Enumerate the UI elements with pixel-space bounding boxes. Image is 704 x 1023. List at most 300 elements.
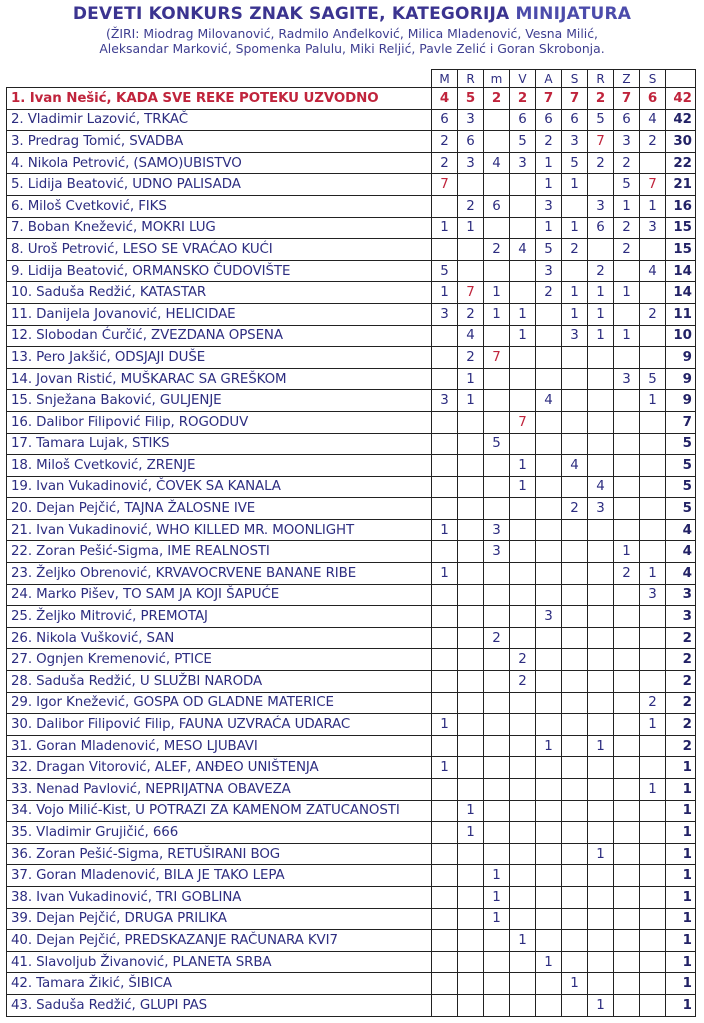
table-row: [7, 627, 696, 649]
score-cell: 4: [640, 109, 666, 131]
score-cell: 1: [588, 282, 614, 304]
total-cell: 7: [666, 411, 696, 433]
total-cell: 2: [666, 649, 696, 671]
total-cell: 9: [666, 390, 696, 412]
score-cell: [536, 433, 562, 455]
score-cell: [614, 779, 640, 801]
table-row: [7, 476, 696, 498]
score-cell: [562, 519, 588, 541]
score-cell: [614, 433, 640, 455]
score-cell: [536, 908, 562, 930]
table-row: [7, 822, 696, 844]
score-cell: 3: [536, 606, 562, 628]
score-cell: [640, 239, 666, 261]
score-cell: [432, 195, 458, 217]
score-cell: [510, 908, 536, 930]
column-header-9: S: [640, 70, 666, 88]
score-cell: [484, 411, 510, 433]
score-cell: [432, 411, 458, 433]
score-cell: [536, 714, 562, 736]
score-cell: 1: [458, 390, 484, 412]
score-cell: 1: [614, 282, 640, 304]
score-cell: [484, 217, 510, 239]
story-label: 42. Tamara Žikić, ŠIBICA: [7, 973, 432, 995]
story-label: 14. Jovan Ristić, MUŠKARAC SA GREŠKOM: [7, 368, 432, 390]
score-cell: 1: [432, 714, 458, 736]
score-cell: 1: [484, 865, 510, 887]
score-cell: 1: [588, 325, 614, 347]
score-cell: 1: [432, 757, 458, 779]
score-cell: 1: [588, 303, 614, 325]
score-cell: 1: [536, 217, 562, 239]
total-cell: 10: [666, 325, 696, 347]
score-cell: 7: [458, 282, 484, 304]
score-cell: 5: [562, 152, 588, 174]
score-cell: [484, 649, 510, 671]
table-row: [7, 843, 696, 865]
score-cell: [432, 886, 458, 908]
score-cell: [484, 779, 510, 801]
score-cell: 1: [536, 152, 562, 174]
score-cell: 3: [536, 195, 562, 217]
table-row: [7, 865, 696, 887]
score-cell: [588, 951, 614, 973]
score-cell: [536, 886, 562, 908]
table-row: [7, 498, 696, 520]
score-cell: 3: [588, 195, 614, 217]
score-cell: [614, 757, 640, 779]
score-cell: [562, 908, 588, 930]
score-cell: 3: [614, 131, 640, 153]
score-cell: 1: [536, 951, 562, 973]
score-cell: [614, 714, 640, 736]
score-cell: [640, 498, 666, 520]
score-cell: [510, 779, 536, 801]
score-cell: 7: [614, 88, 640, 110]
table-row: [7, 325, 696, 347]
table-row: [7, 563, 696, 585]
score-cell: [562, 433, 588, 455]
score-cell: [510, 692, 536, 714]
score-cell: 6: [614, 109, 640, 131]
score-cell: 7: [588, 131, 614, 153]
score-cell: 3: [640, 217, 666, 239]
title-main: DEVETI KONKURS ZNAK SAGITE, KATEGORIJA: [72, 4, 516, 24]
score-cell: [562, 757, 588, 779]
score-cell: [640, 973, 666, 995]
total-cell: 15: [666, 239, 696, 261]
story-label: 8. Uroš Petrović, LESO SE VRAĆAO KUĆI: [7, 239, 432, 261]
score-cell: [562, 411, 588, 433]
score-cell: [640, 455, 666, 477]
score-cell: 1: [510, 325, 536, 347]
score-cell: [562, 692, 588, 714]
score-cell: [614, 671, 640, 693]
score-cell: [614, 476, 640, 498]
total-cell: 16: [666, 195, 696, 217]
score-cell: [640, 476, 666, 498]
score-cell: [536, 649, 562, 671]
score-cell: [562, 843, 588, 865]
story-label: 10. Saduša Redžić, KATASTAR: [7, 282, 432, 304]
column-header-7: R: [588, 70, 614, 88]
score-cell: 2: [614, 152, 640, 174]
score-cell: [510, 843, 536, 865]
score-cell: [458, 930, 484, 952]
score-cell: [510, 260, 536, 282]
total-cell: 3: [666, 584, 696, 606]
score-cell: [432, 649, 458, 671]
score-cell: [484, 994, 510, 1016]
score-cell: [562, 368, 588, 390]
score-cell: [432, 800, 458, 822]
score-cell: 2: [510, 649, 536, 671]
score-cell: [562, 563, 588, 585]
table-row: [7, 109, 696, 131]
column-header-8: Z: [614, 70, 640, 88]
score-cell: 1: [640, 195, 666, 217]
score-cell: 1: [432, 217, 458, 239]
score-cell: [640, 541, 666, 563]
score-cell: 7: [484, 347, 510, 369]
score-cell: [458, 411, 484, 433]
score-cell: [562, 260, 588, 282]
score-cell: [432, 584, 458, 606]
score-cell: 2: [640, 303, 666, 325]
score-cell: [510, 541, 536, 563]
story-label: 12. Slobodan Ćurčić, ZVEZDANA OPSENA: [7, 325, 432, 347]
story-label: 30. Dalibor Filipović Filip, FAUNA UZVRAĆA UDARAC: [7, 714, 432, 736]
score-cell: [614, 390, 640, 412]
score-cell: 3: [510, 152, 536, 174]
total-cell: 1: [666, 779, 696, 801]
score-cell: [536, 973, 562, 995]
score-cell: [484, 671, 510, 693]
score-cell: [458, 779, 484, 801]
story-label: 40. Dejan Pejčić, PREDSKAZANJE RAČUNARA KVI7: [7, 930, 432, 952]
total-cell: 4: [666, 519, 696, 541]
total-cell: 9: [666, 368, 696, 390]
table-row: [7, 347, 696, 369]
score-cell: [484, 757, 510, 779]
score-cell: 1: [562, 282, 588, 304]
score-cell: 2: [484, 88, 510, 110]
column-header-5: A: [536, 70, 562, 88]
score-cell: [458, 174, 484, 196]
score-cell: [588, 822, 614, 844]
score-cell: [614, 735, 640, 757]
score-cell: [458, 951, 484, 973]
score-cell: [458, 692, 484, 714]
score-cell: [588, 714, 614, 736]
table-row: [7, 973, 696, 995]
score-cell: [536, 627, 562, 649]
score-cell: [510, 390, 536, 412]
score-cell: [536, 476, 562, 498]
score-cell: [640, 908, 666, 930]
score-cell: [510, 627, 536, 649]
score-cell: [458, 886, 484, 908]
table-body: [7, 88, 696, 1017]
score-cell: [484, 930, 510, 952]
score-cell: [562, 195, 588, 217]
score-cell: [484, 822, 510, 844]
story-label: 23. Željko Obrenović, KRVAVOCRVENE BANANE RIBE: [7, 563, 432, 585]
score-cell: [458, 476, 484, 498]
jury-list: [0, 26, 704, 56]
score-cell: [484, 109, 510, 131]
story-label: 34. Vojo Milić-Kist, U POTRAZI ZA KAMENOM ZATUCANOSTI: [7, 800, 432, 822]
score-cell: [458, 649, 484, 671]
score-cell: [614, 649, 640, 671]
score-cell: 1: [510, 303, 536, 325]
score-cell: [640, 433, 666, 455]
score-cell: 6: [484, 195, 510, 217]
table-row: [7, 433, 696, 455]
score-cell: 7: [562, 88, 588, 110]
total-cell: 1: [666, 908, 696, 930]
results-table: [6, 69, 696, 1017]
score-cell: 2: [614, 239, 640, 261]
score-cell: 1: [640, 563, 666, 585]
score-cell: [458, 239, 484, 261]
score-cell: [562, 714, 588, 736]
score-cell: 3: [536, 260, 562, 282]
story-label: 26. Nikola Vušković, SAN: [7, 627, 432, 649]
score-cell: [640, 519, 666, 541]
score-cell: [510, 606, 536, 628]
score-cell: 1: [562, 973, 588, 995]
score-cell: [562, 822, 588, 844]
score-cell: [484, 390, 510, 412]
score-cell: [614, 519, 640, 541]
story-label: 17. Tamara Lujak, STIKS: [7, 433, 432, 455]
score-cell: [588, 908, 614, 930]
story-label: 29. Igor Knežević, GOSPA OD GLADNE MATERICE: [7, 692, 432, 714]
score-cell: 6: [562, 109, 588, 131]
score-cell: [640, 843, 666, 865]
score-cell: [432, 692, 458, 714]
total-cell: 30: [666, 131, 696, 153]
score-cell: 2: [484, 627, 510, 649]
total-cell: 14: [666, 260, 696, 282]
score-cell: [458, 735, 484, 757]
table-row: [7, 584, 696, 606]
table-row: [7, 800, 696, 822]
table-row: [7, 714, 696, 736]
table-row: [7, 152, 696, 174]
score-cell: 1: [614, 195, 640, 217]
score-cell: 2: [536, 282, 562, 304]
score-cell: 5: [510, 131, 536, 153]
score-cell: [510, 347, 536, 369]
score-cell: [458, 541, 484, 563]
score-cell: 3: [484, 519, 510, 541]
score-cell: [510, 994, 536, 1016]
score-cell: 1: [640, 779, 666, 801]
story-label: 7. Boban Knežević, MOKRI LUG: [7, 217, 432, 239]
score-cell: [536, 584, 562, 606]
score-cell: 2: [510, 88, 536, 110]
score-cell: [458, 757, 484, 779]
score-cell: [562, 649, 588, 671]
table-row: [7, 282, 696, 304]
total-cell: 1: [666, 843, 696, 865]
score-cell: [484, 368, 510, 390]
score-cell: [432, 843, 458, 865]
story-label: 27. Ognjen Kremenović, PTICE: [7, 649, 432, 671]
score-cell: [432, 239, 458, 261]
score-cell: 5: [458, 88, 484, 110]
score-cell: [640, 930, 666, 952]
score-cell: [614, 347, 640, 369]
total-cell: 5: [666, 455, 696, 477]
score-cell: [432, 368, 458, 390]
score-cell: [484, 692, 510, 714]
score-cell: 1: [536, 174, 562, 196]
score-cell: [510, 368, 536, 390]
score-cell: 2: [458, 195, 484, 217]
score-cell: [536, 800, 562, 822]
story-label: 37. Goran Mladenović, BILA JE TAKO LEPA: [7, 865, 432, 887]
score-cell: 2: [562, 239, 588, 261]
score-cell: [432, 779, 458, 801]
score-cell: 7: [536, 88, 562, 110]
score-cell: 5: [640, 368, 666, 390]
story-label: 22. Zoran Pešić-Sigma, IME REALNOSTI: [7, 541, 432, 563]
score-cell: 2: [614, 563, 640, 585]
score-cell: [588, 973, 614, 995]
score-cell: [536, 347, 562, 369]
score-cell: [536, 994, 562, 1016]
story-label: 24. Marko Pišev, TO SAM JA KOJI ŠAPUĆE: [7, 584, 432, 606]
score-cell: [588, 584, 614, 606]
score-cell: [510, 735, 536, 757]
table-row: [7, 930, 696, 952]
score-cell: 7: [640, 174, 666, 196]
column-header-1: M: [432, 70, 458, 88]
score-cell: [614, 973, 640, 995]
score-cell: 3: [614, 368, 640, 390]
table-row: [7, 671, 696, 693]
score-cell: 2: [432, 131, 458, 153]
table-row: [7, 174, 696, 196]
score-cell: [484, 973, 510, 995]
score-cell: [614, 822, 640, 844]
score-cell: [458, 973, 484, 995]
score-cell: [458, 498, 484, 520]
score-cell: [640, 649, 666, 671]
score-cell: 2: [484, 239, 510, 261]
score-cell: 1: [510, 476, 536, 498]
table-row: [7, 88, 696, 110]
score-cell: 4: [510, 239, 536, 261]
score-cell: [536, 541, 562, 563]
score-cell: [588, 239, 614, 261]
table-row: [7, 886, 696, 908]
score-cell: 1: [614, 541, 640, 563]
score-cell: 5: [588, 109, 614, 131]
score-cell: [588, 411, 614, 433]
score-cell: 3: [588, 498, 614, 520]
score-cell: 6: [432, 109, 458, 131]
score-cell: [562, 951, 588, 973]
score-cell: [536, 757, 562, 779]
score-cell: [536, 303, 562, 325]
score-cell: 7: [510, 411, 536, 433]
score-cell: [458, 671, 484, 693]
score-cell: [510, 973, 536, 995]
score-cell: [458, 627, 484, 649]
score-cell: [640, 994, 666, 1016]
score-cell: [484, 174, 510, 196]
score-cell: [484, 606, 510, 628]
score-cell: 1: [458, 368, 484, 390]
total-cell: 1: [666, 951, 696, 973]
score-cell: [640, 606, 666, 628]
score-cell: [640, 325, 666, 347]
score-cell: [562, 476, 588, 498]
score-cell: [484, 563, 510, 585]
score-cell: 1: [432, 563, 458, 585]
score-cell: [458, 865, 484, 887]
score-cell: [510, 951, 536, 973]
story-label: 36. Zoran Pešić-Sigma, RETUŠIRANI BOG: [7, 843, 432, 865]
score-cell: [614, 800, 640, 822]
total-cell: 5: [666, 498, 696, 520]
total-cell: 11: [666, 303, 696, 325]
score-cell: [536, 411, 562, 433]
score-cell: 1: [484, 908, 510, 930]
score-cell: [510, 519, 536, 541]
table-row: [7, 195, 696, 217]
column-header-total: [666, 70, 696, 88]
score-cell: [458, 433, 484, 455]
table-row: [7, 951, 696, 973]
score-cell: [432, 455, 458, 477]
score-cell: [458, 584, 484, 606]
total-cell: 4: [666, 563, 696, 585]
story-label: 33. Nenad Pavlović, NEPRIJATNA OBAVEZA: [7, 779, 432, 801]
score-cell: [562, 347, 588, 369]
score-cell: [432, 325, 458, 347]
score-cell: [562, 627, 588, 649]
total-cell: 1: [666, 800, 696, 822]
score-cell: [588, 800, 614, 822]
score-cell: [614, 843, 640, 865]
total-cell: 2: [666, 671, 696, 693]
table-row: [7, 994, 696, 1016]
score-cell: [640, 347, 666, 369]
total-cell: 2: [666, 735, 696, 757]
score-cell: [640, 411, 666, 433]
score-cell: [432, 930, 458, 952]
score-cell: [614, 260, 640, 282]
score-cell: [588, 627, 614, 649]
score-cell: 1: [588, 735, 614, 757]
score-cell: 1: [562, 217, 588, 239]
score-cell: [614, 951, 640, 973]
score-cell: [510, 563, 536, 585]
score-cell: 1: [432, 282, 458, 304]
score-cell: 1: [562, 174, 588, 196]
score-cell: 4: [458, 325, 484, 347]
score-cell: [432, 865, 458, 887]
score-cell: [614, 865, 640, 887]
score-cell: 5: [614, 174, 640, 196]
score-cell: [562, 779, 588, 801]
score-cell: [640, 282, 666, 304]
